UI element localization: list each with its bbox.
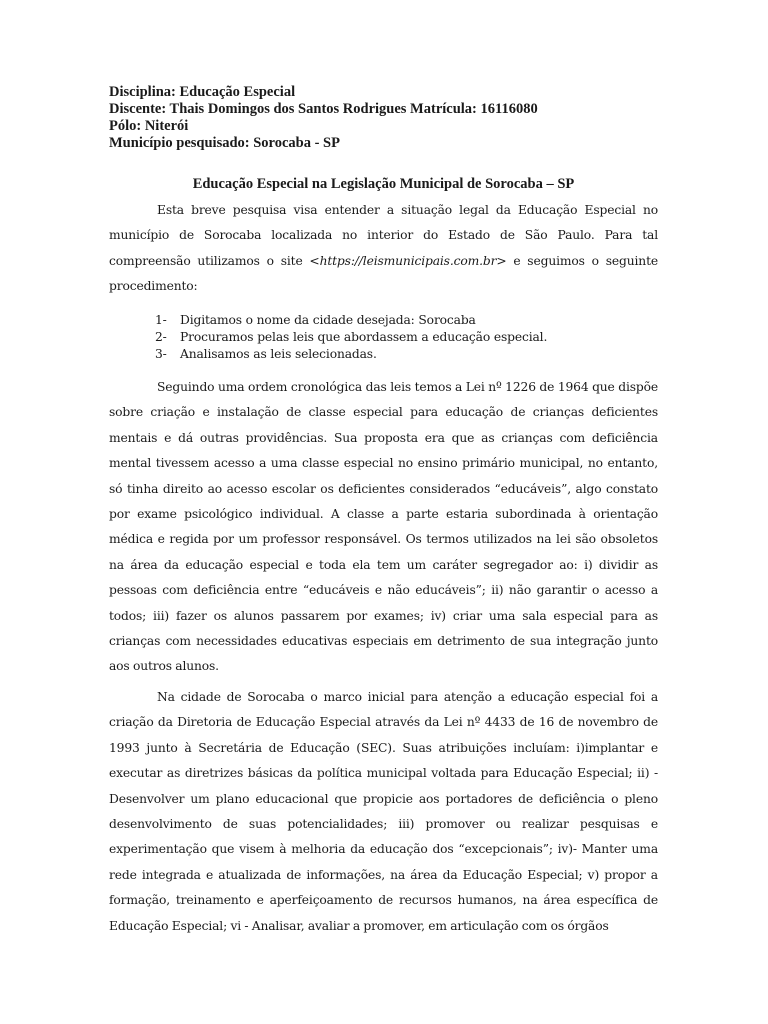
list-item bbox=[155, 346, 655, 363]
list-item-text: Digitamos o nome da cidade desejada: Sorocaba bbox=[180, 313, 476, 327]
list-item bbox=[155, 312, 655, 329]
body-paragraph-law-4433: Na cidade de Sorocaba o marco inicial para atenção a educação especial foi a criação da Diretoria de Educação Especial através da Lei nº 4433 de 16 de novembro de 1993 junto à Secretária de Educação (SEC). Suas atribuições incluíam: i)implantar e executar as diretrizes básicas da política municipal voltada para Educação Especial; ii) - Desenvolver um plano educacional que propicie aos portadores de deficiência o pleno desenvolvimento de suas potencialidades; iii) promover ou realizar pesquisas e experimentação que visem à melhoria da educação dos “excepcionais”; iv)- Manter uma rede integrada e atualizada de informações, na área da Educação Especial; v) propor a formação, treinamento e aperfeiçoamento de recursos humanos, na área específica de Educação Especial; vi - Analisar, avaliar a promover, em articulação com os órgãos bbox=[109, 690, 658, 933]
body-paragraph-law-1226: Seguindo uma ordem cronológica das leis temos a Lei nº 1226 de 1964 que dispõe sobre criação e instalação de classe especial para educação de crianças deficientes mentais e dá outras providências. Sua proposta era que as crianças com deficiência mental tivessem acesso a uma classe especial no ensino primário municipal, no entanto, só tinha direito ao acesso escolar os deficientes considerados “educáveis”, algo constato por exame psicológico individual. A classe a parte estaria subordinada à orientação médica e regida por um professor responsável. Os termos utilizados na lei são obsoletos na área da educação especial e toda ela tem um caráter segregador ao: i) dividir as pessoas com deficiência entre “educáveis e não educáveis”; ii) não garantir o acesso a todos; iii) fazer os alunos passarem por exames; iv) criar uma sala especial para as crianças com necessidades educativas especiais em detrimento de sua integração junto aos outros alunos. bbox=[109, 380, 658, 674]
list-item-text: Procuramos pelas leis que abordassem a educação especial. bbox=[180, 329, 548, 344]
campus-line: Pólo: Niterói bbox=[109, 118, 189, 134]
document-header bbox=[109, 84, 669, 152]
list-number: 3- bbox=[155, 346, 167, 361]
student-line: Discente: Thais Domingos dos Santos Rodrigues Matrícula: 16116080 bbox=[109, 101, 538, 117]
municipality-line: Município pesquisado: Sorocaba - SP bbox=[109, 135, 340, 151]
list-item-text: Analisamos as leis selecionadas. bbox=[180, 346, 377, 361]
discipline-line: Disciplina: Educação Especial bbox=[109, 84, 296, 100]
document-title: Educação Especial na Legislação Municipal de Sorocaba – SP bbox=[192, 176, 575, 192]
intro-text: Esta breve pesquisa visa entender a situação legal da Educação Especial no município de Sorocaba localizada no interior do Estado de São Paulo. Para tal compreensão utilizamos o site < bbox=[109, 203, 658, 268]
procedure-list bbox=[155, 312, 655, 362]
list-item bbox=[155, 329, 655, 346]
intro-paragraph bbox=[109, 198, 658, 300]
site-link-text: https://leismunicipais.com.br bbox=[319, 253, 497, 268]
list-number: 1- bbox=[155, 313, 167, 327]
list-number: 2- bbox=[155, 329, 167, 344]
intro-text-end: > e seguimos o seguinte procedimento: bbox=[109, 253, 658, 294]
